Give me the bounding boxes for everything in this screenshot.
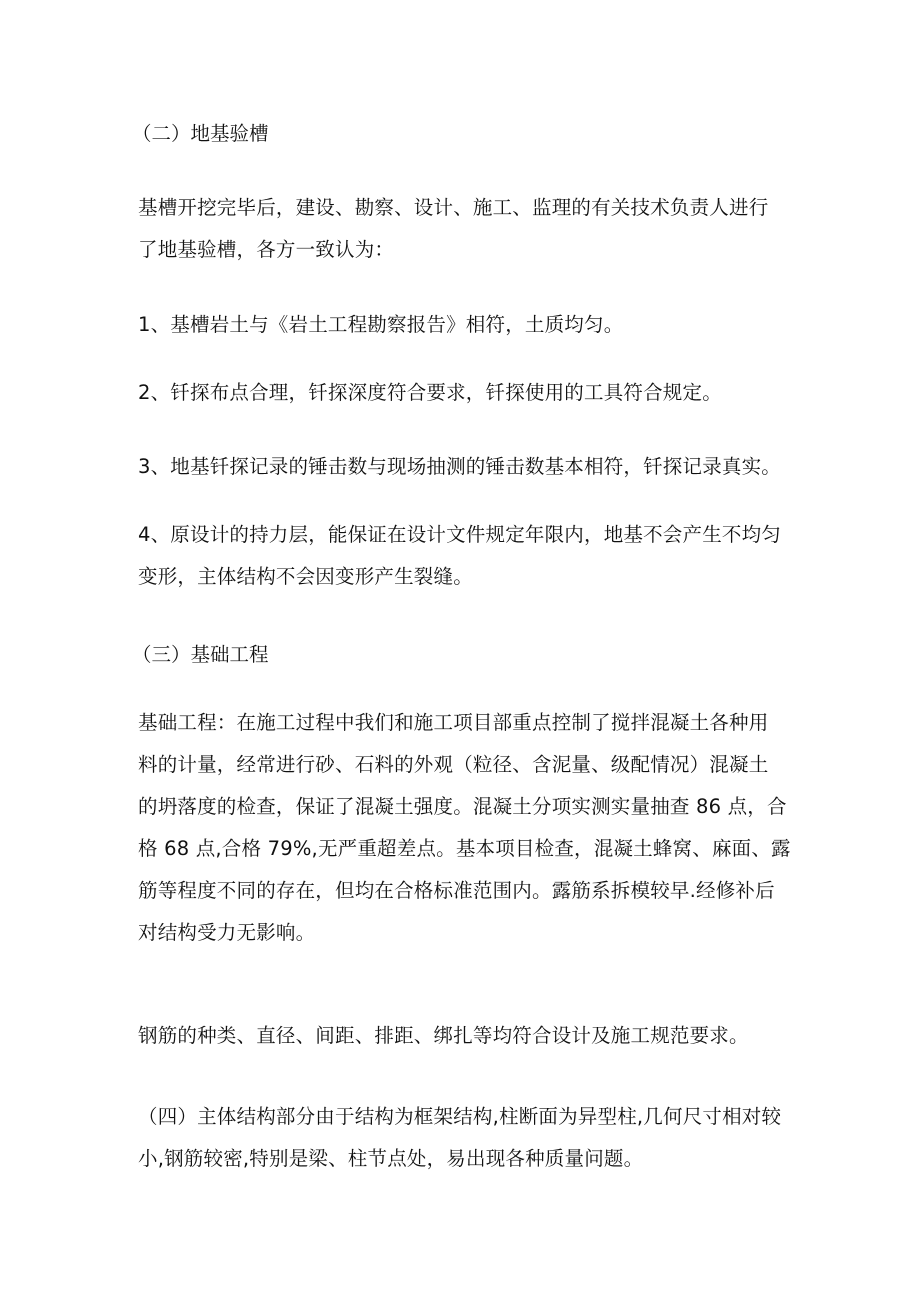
paragraph-rebar: 钢筋的种类、直径、间距、排距、绑扎等均符合设计及施工规范要求。: [138, 1024, 749, 1047]
paragraph-trench-inspection: [138, 187, 798, 271]
list-item-1: 1、基槽岩土与《岩土工程勘察报告》相符，土质均匀。: [138, 313, 624, 336]
text-line: 小,钢筋较密,特别是梁、柱节点处，易出现各种质量问题。: [138, 1147, 644, 1170]
text-line: 基础工程：在施工过程中我们和施工项目部重点控制了搅拌混凝土各种用: [138, 711, 769, 734]
text-line: 料的计量，经常进行砂、石料的外观（粒径、含泥量、级配情况）混凝土: [138, 753, 769, 776]
list-item-2: 2、钎探布点合理，钎探深度符合要求，钎探使用的工具符合规定。: [138, 381, 722, 404]
text-line: 4、原设计的持力层，能保证在设计文件规定年限内，地基不会产生不均匀: [138, 523, 782, 546]
text-line: （四）主体结构部分由于结构为框架结构,柱断面为异型柱,几何尺寸相对较: [138, 1105, 782, 1128]
text-line: 的坍落度的检查，保证了混凝土强度。混凝土分项实测实量抽查 86 点，合: [138, 795, 787, 818]
text-line: 对结构受力无影响。: [138, 921, 316, 944]
text-line: 基槽开挖完毕后，建设、勘察、设计、施工、监理的有关技术负责人进行: [138, 196, 769, 219]
text-line: 变形，主体结构不会因变形产生裂缝。: [138, 565, 473, 588]
paragraph-main-structure: [138, 1096, 798, 1180]
text-line: 格 68 点,合格 79%,无严重超差点。基本项目检查，混凝土蜂窝、麻面、露: [138, 837, 791, 860]
list-item-3: 3、地基钎探记录的锤击数与现场抽测的锤击数基本相符，钎探记录真实。: [138, 455, 782, 478]
text-line: 了地基验槽，各方一致认为：: [138, 238, 395, 261]
paragraph-foundation-works: [138, 702, 798, 954]
section-heading-2: （二）地基验槽: [132, 122, 269, 145]
list-item-4: [138, 514, 798, 598]
section-heading-3: （三）基础工程: [132, 643, 269, 666]
text-line: 筋等程度不同的存在，但均在合格标准范围内。露筋系拆模较早.经修补后: [138, 879, 775, 902]
